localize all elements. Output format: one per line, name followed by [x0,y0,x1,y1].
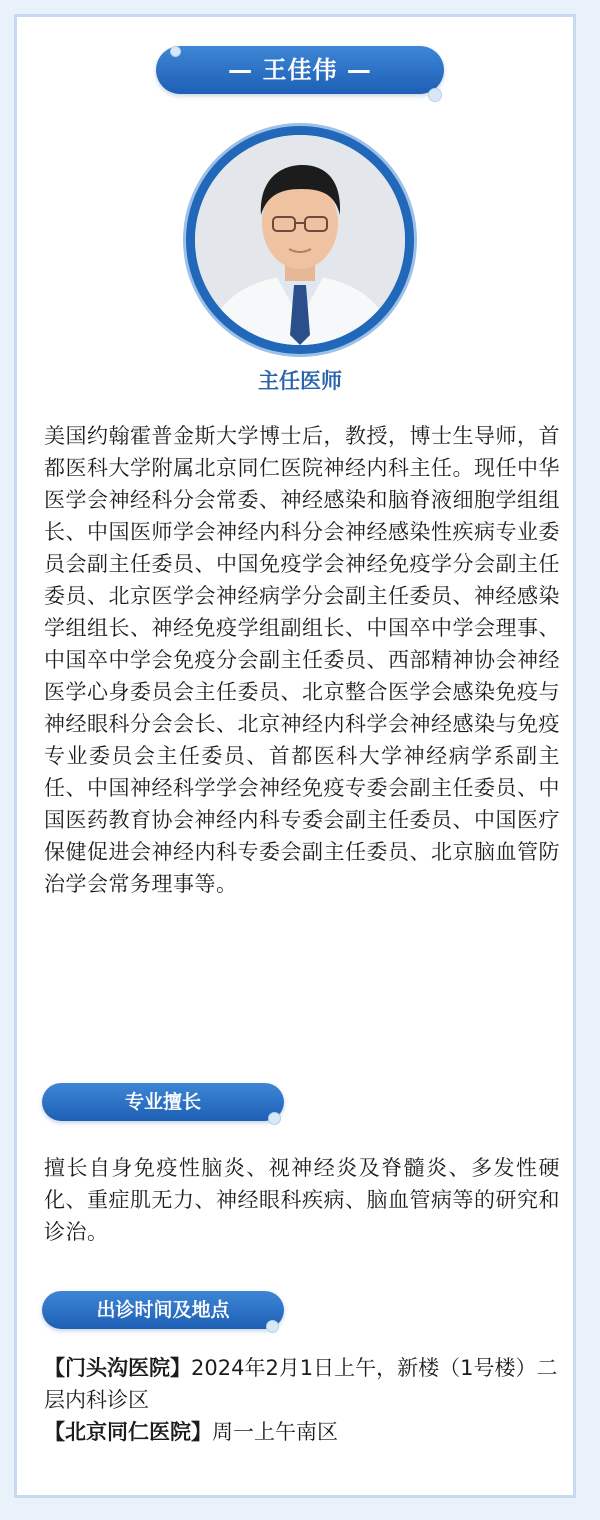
schedule-heading [42,1291,284,1329]
schedule-list [44,1352,560,1448]
schedule-entry [44,1352,560,1416]
schedule-entry [44,1416,560,1448]
specialty-heading [42,1083,284,1121]
schedule-hospital: 【门头沟医院】 [44,1356,191,1380]
specialty-text: 擅长自身免疫性脑炎、视神经炎及脊髓炎、多发性硬化、重症肌无力、神经眼科疾病、脑血管病等的研究和诊治。 [44,1156,560,1244]
doctor-bio: 美国约翰霍普金斯大学博士后，教授，博士生导师，首都医科大学附属北京同仁医院神经内科主任。现任中华医学会神经科分会常委、神经感染和脑脊液细胞学组组长、中国医师学会神经内科分会神经感染性疾病专业委员会副主任委员、中国免疫学会神经免疫学分会副主任委员、北京医学会神经病学分会副主任委员、神经感染学组组长、神经免疫学组副组长、中国卒中学会理事、中国卒中学会免疫分会副主任委员、西部精神协会神经医学心身委员会主任委员、北京整合医学会感染免疫与神经眼科分会会长、北京神经内科学会神经感染与免疫专业委员会主任委员、首都医科大学神经病学系副主任、中国神经科学学会神经免疫专委会副主任委员、中国医药教育协会神经内科专委会副主任委员、中国医疗保健促进会神经内科专委会副主任委员、北京脑血管防治学会常务理事等。 [44,424,560,896]
doctor-name-banner [156,46,444,94]
decor-dot [268,1112,281,1125]
decor-dot [170,46,181,57]
schedule-heading-label: 出诊时间及地点 [96,1299,230,1321]
doctor-portrait-icon [195,135,405,345]
doctor-name: — 王佳伟 — [228,56,372,84]
specialty-heading-label: 专业擅长 [124,1091,201,1113]
decor-dot [428,88,442,102]
avatar-frame [186,126,414,354]
schedule-hospital: 【北京同仁医院】 [44,1420,212,1444]
decor-dot [266,1320,279,1333]
schedule-detail: 周一上午南区 [212,1420,338,1444]
doctor-title: 主任医师 [258,369,342,393]
schedule-detail: 2024年2月1日上午，新楼（1号楼）二层内科诊区 [44,1356,558,1412]
doctor-avatar [195,135,405,345]
